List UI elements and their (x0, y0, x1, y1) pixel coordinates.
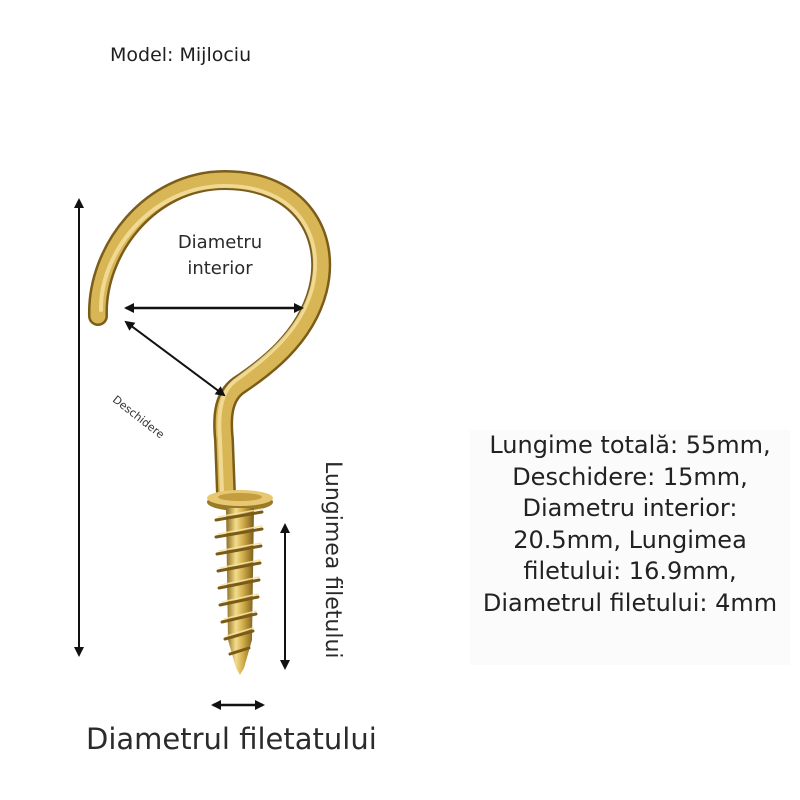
hook-collar (207, 490, 273, 511)
specs-panel (470, 430, 790, 665)
opening-arrow (126, 322, 224, 395)
screw-thread (216, 508, 262, 675)
thread-length-label: Lungimea filetului (320, 461, 345, 659)
inner-diameter-label: Diametru interior (177, 232, 263, 279)
model-label: Model: Mijlociu (110, 44, 252, 66)
specs-text: Lungime totală: 55mm, Deschidere: 15mm, Diametru interior: 20.5mm, Lungimea filetului: 16.9mm, Diametrul filetului: 4mm (482, 431, 778, 617)
opening-label: Deschidere (109, 393, 167, 442)
thread-diameter-label: Diametrul filetatului (86, 722, 377, 756)
hook-wire (98, 180, 321, 494)
